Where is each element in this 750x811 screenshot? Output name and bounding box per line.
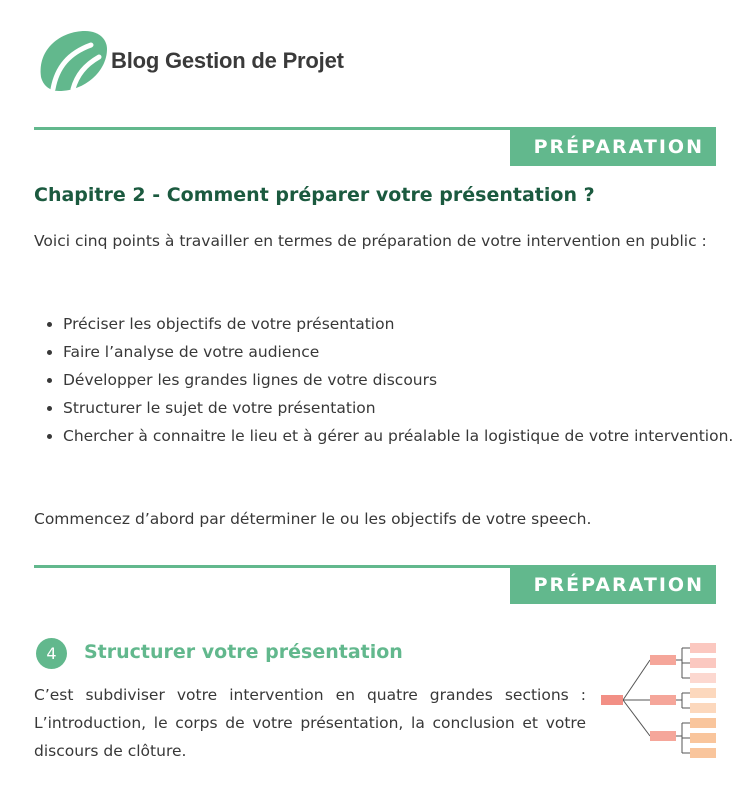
site-logo[interactable] bbox=[33, 26, 353, 96]
step-title: Structurer votre présentation bbox=[84, 641, 403, 663]
tree-leaf-node bbox=[690, 718, 716, 728]
tree-leaf-node bbox=[690, 748, 716, 758]
tree-leaf-node bbox=[690, 673, 716, 683]
closing-paragraph: Commencez d’abord par déterminer le ou les objectifs de votre speech. bbox=[34, 510, 592, 528]
list-item: • Structurer le sujet de votre présentation bbox=[63, 394, 744, 422]
intro-paragraph: Voici cinq points à travailler en termes de préparation de votre intervention en public : bbox=[34, 232, 707, 250]
tree-branch-node bbox=[650, 731, 676, 741]
tree-leaf-node bbox=[690, 643, 716, 653]
tree-branch-node bbox=[650, 655, 676, 665]
section-badge: PRÉPARATION bbox=[510, 128, 716, 166]
list-item: • Développer les grandes lignes de votre discours bbox=[63, 366, 744, 394]
tree-leaf-node bbox=[690, 658, 716, 668]
section-badge: PRÉPARATION bbox=[510, 566, 716, 604]
step-paragraph: C’est subdiviser votre intervention en quatre grandes sections : L’introduction, le corps de votre présentation, la conclusion et votre discours de clôture. bbox=[34, 686, 586, 760]
chapter-title: Chapitre 2 - Comment préparer votre présentation ? bbox=[34, 184, 595, 206]
tree-diagram-illustration bbox=[598, 640, 718, 762]
tree-leaf-node bbox=[690, 688, 716, 698]
step-number-badge: 4 bbox=[36, 638, 67, 669]
tree-leaf-node bbox=[690, 733, 716, 743]
tree-branch-node bbox=[650, 695, 676, 705]
list-item: • Chercher à connaitre le lieu et à gérer au préalable la logistique de votre intervention. bbox=[63, 422, 744, 450]
tree-leaf-node bbox=[690, 703, 716, 713]
site-name: Blog Gestion de Projet bbox=[111, 48, 344, 73]
preparation-points-list bbox=[34, 310, 744, 450]
leaf-logo-icon bbox=[33, 27, 109, 95]
tree-root-node bbox=[601, 695, 623, 705]
list-item: • Faire l’analyse de votre audience bbox=[63, 338, 744, 366]
list-item: • Préciser les objectifs de votre présentation bbox=[63, 310, 744, 338]
